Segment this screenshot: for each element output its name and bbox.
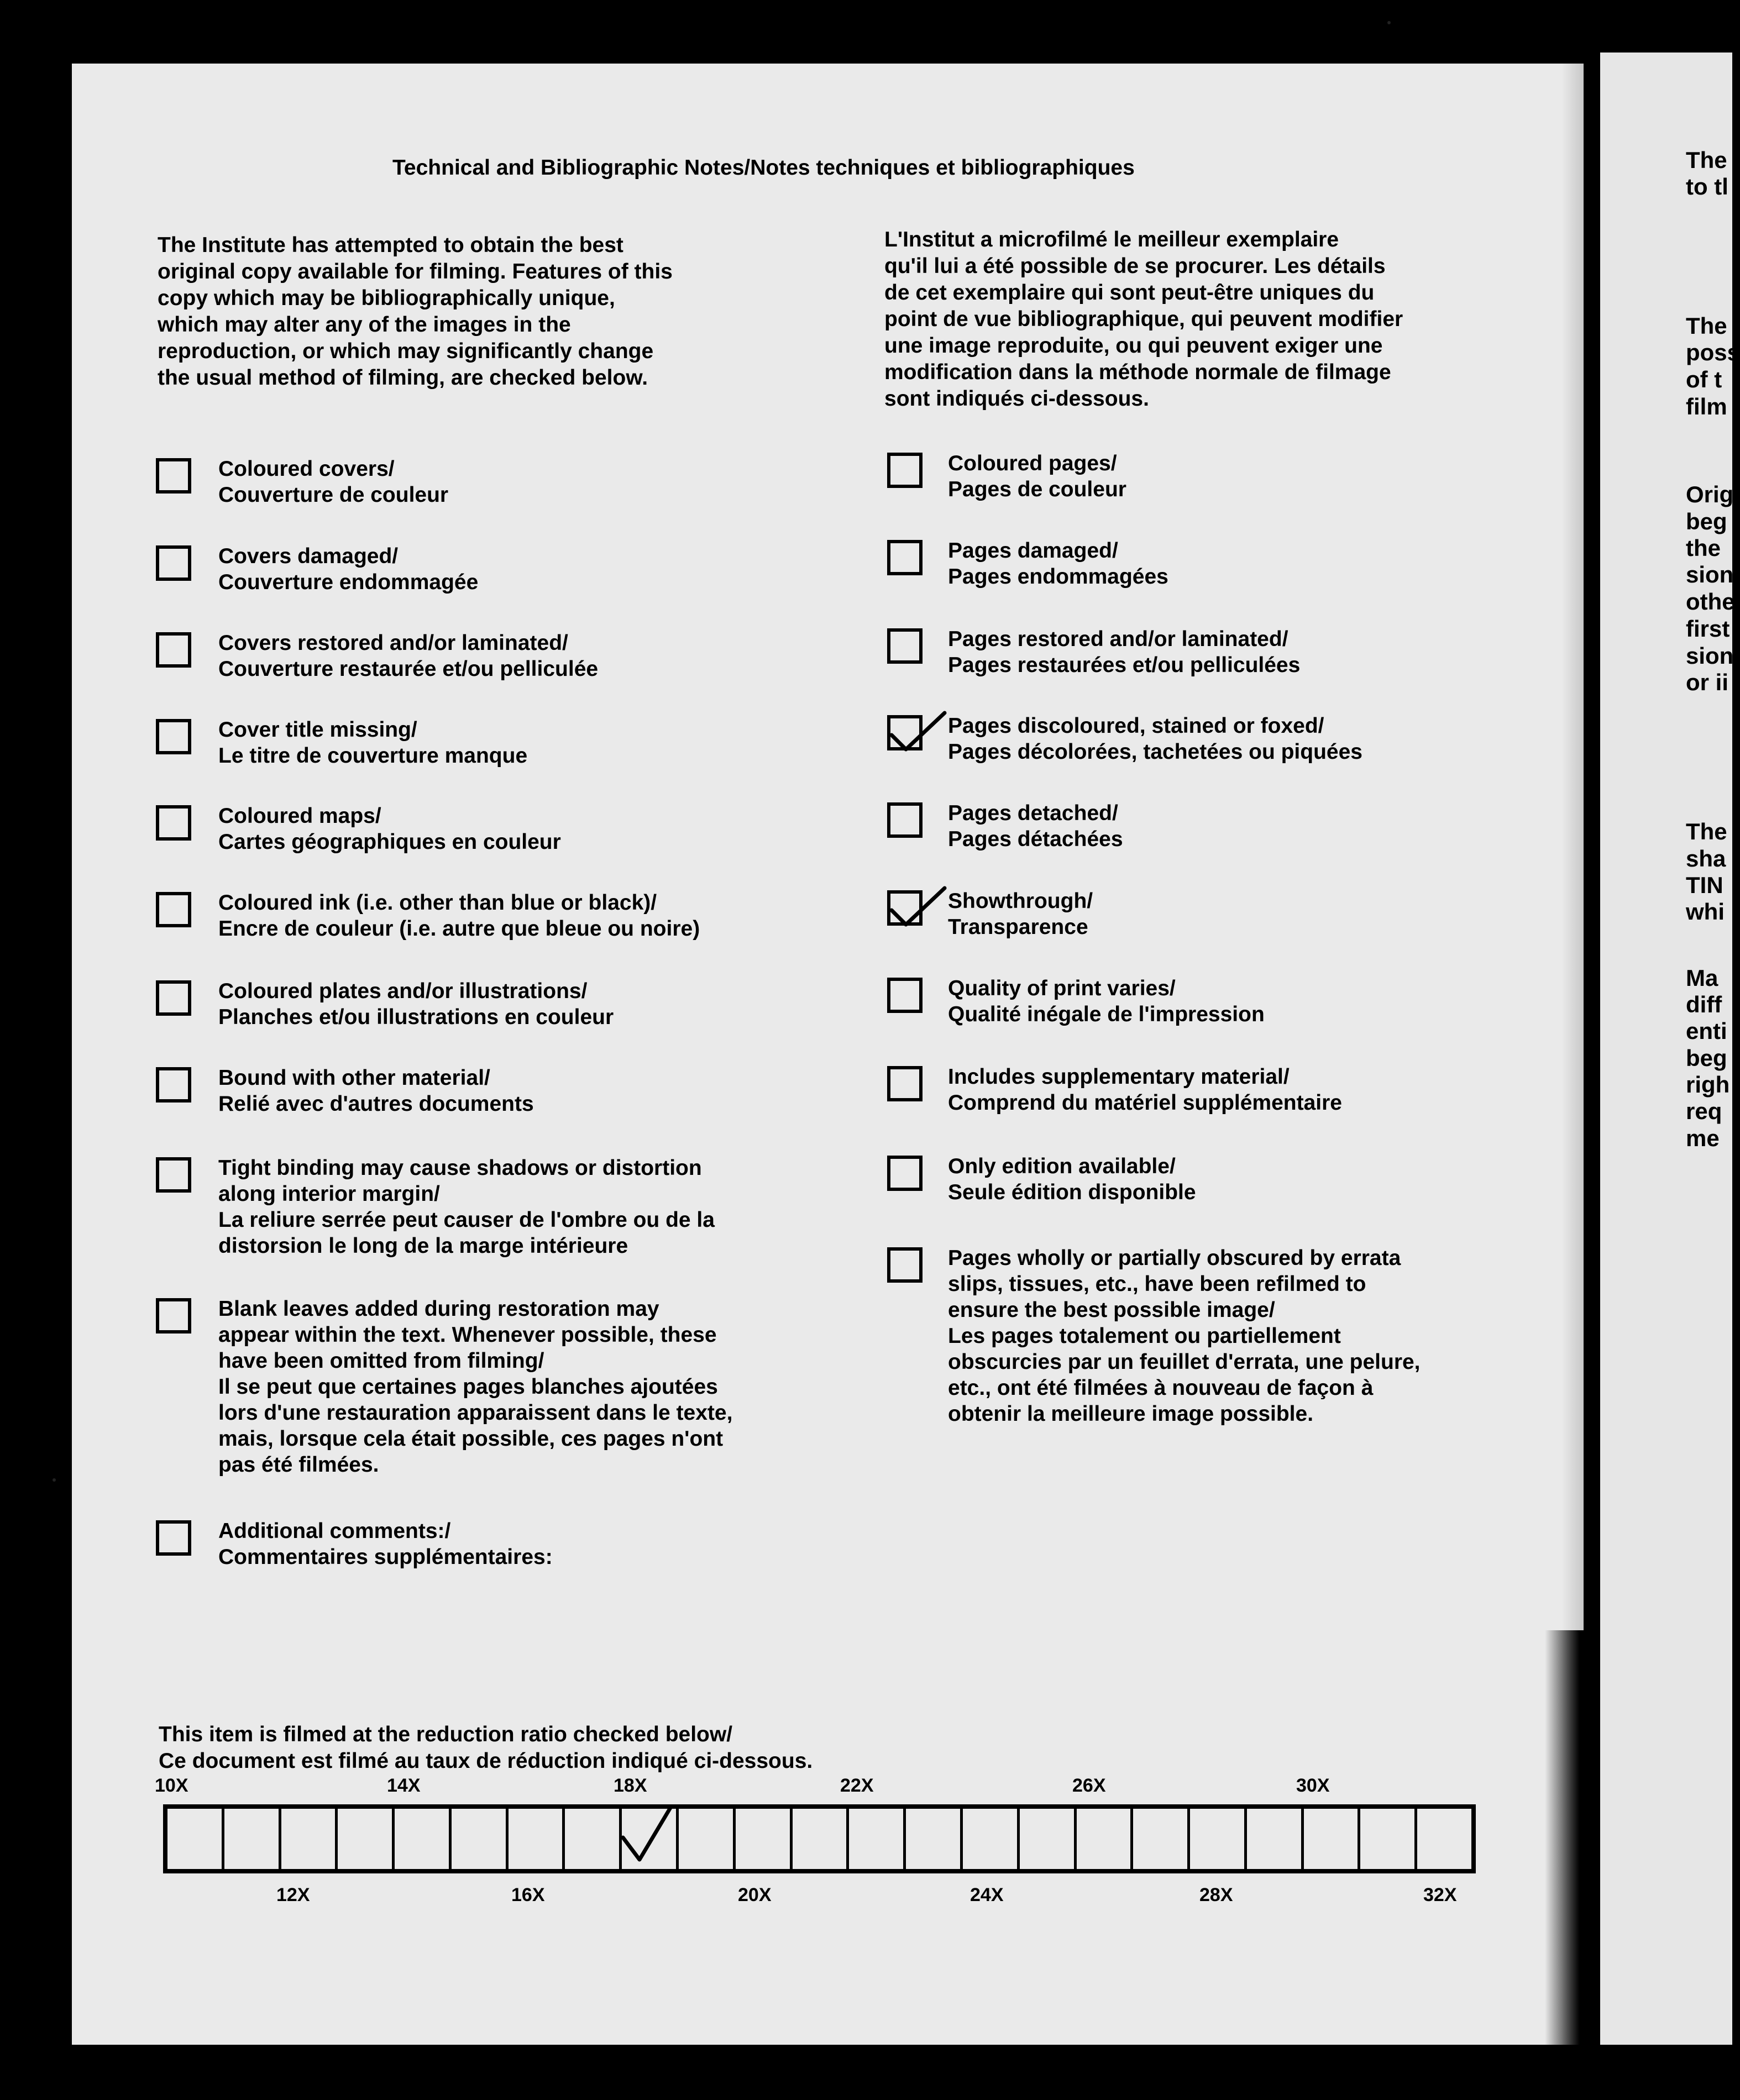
adjacent-page-text: The [1686, 147, 1727, 173]
ratio-cell[interactable] [1133, 1809, 1190, 1869]
ratio-cell[interactable] [395, 1809, 452, 1869]
right-checkbox[interactable] [887, 1156, 923, 1191]
ratio-cell[interactable] [1417, 1809, 1471, 1869]
adjacent-page-text: sion [1686, 643, 1734, 669]
adjacent-page-text: righ [1686, 1072, 1730, 1098]
right-checkbox[interactable] [887, 890, 923, 926]
adjacent-page-text: sha [1686, 846, 1726, 872]
ratio-cell[interactable] [849, 1809, 906, 1869]
intro-french: L'Institut a microfilmé le meilleur exemplaire qu'il lui a été possible de se procurer. Les détails de cet exemplaire qui sont peut-être uniques du point de vue bibliographique, qui peuvent modifier une image reproduite, ou qui peuvent exiger une modification dans la méthode normale de filmage sont indiqués ci-dessous. [884, 228, 1403, 411]
adjacent-page-text: diff [1686, 991, 1722, 1017]
ratio-cell[interactable] [338, 1809, 395, 1869]
adjacent-page-text: othe [1686, 589, 1735, 615]
adjacent-page-text: me [1686, 1125, 1720, 1151]
adjacent-page-text: beg [1686, 1045, 1727, 1071]
ratio-cell[interactable] [1247, 1809, 1304, 1869]
adjacent-page-text: whi [1686, 899, 1725, 925]
ratio-cell[interactable] [1020, 1809, 1077, 1869]
scale-bottom-label: 16X [511, 1884, 545, 1905]
scale-bottom-label: 28X [1199, 1884, 1233, 1905]
ratio-cell[interactable] [224, 1809, 281, 1869]
adjacent-page-fragment [1600, 53, 1740, 2045]
dust-speck [53, 1478, 56, 1482]
dust-speck [1387, 21, 1391, 24]
ratio-cell[interactable] [963, 1809, 1020, 1869]
ratio-cell[interactable] [452, 1809, 509, 1869]
intro-english: The Institute has attempted to obtain the best original copy available for filming. Features of this copy which may be bibliographically unique, which may alter any of the images in the reproduction, or which may significantly change the usual method of filming, are checked below. [158, 233, 673, 390]
right-item-label: Pages restored and/or laminated/ Pages restaurées et/ou pelliculées [948, 627, 1301, 677]
scale-bottom-label: 32X [1423, 1884, 1457, 1905]
ratio-cell[interactable] [1077, 1809, 1134, 1869]
adjacent-page-text: Orig [1686, 481, 1734, 507]
scale-top-label: 14X [387, 1775, 421, 1796]
left-checkbox[interactable] [156, 1298, 191, 1334]
right-checkbox[interactable] [887, 453, 923, 488]
adjacent-page-text: of t [1686, 366, 1722, 392]
left-item-label: Bound with other material/ Relié avec d'autres documents [218, 1066, 534, 1116]
left-item-label: Cover title missing/ Le titre de couverture manque [218, 718, 528, 768]
left-checkbox[interactable] [156, 1157, 191, 1193]
scale-top-label: 26X [1072, 1775, 1106, 1796]
adjacent-page-text: The [1686, 313, 1727, 339]
ratio-cell[interactable] [1360, 1809, 1417, 1869]
adjacent-page-text: The [1686, 818, 1727, 844]
left-item-label: Covers restored and/or laminated/ Couverture restaurée et/ou pelliculée [218, 631, 599, 681]
right-checkbox[interactable] [887, 628, 923, 664]
left-checkbox[interactable] [156, 632, 191, 668]
ratio-cell[interactable] [509, 1809, 565, 1869]
left-item-label: Additional comments:/ Commentaires supplémentaires: [218, 1519, 553, 1569]
checkmark-icon [619, 1802, 674, 1867]
left-checkbox[interactable] [156, 719, 191, 754]
scale-top-label: 30X [1296, 1775, 1330, 1796]
right-checkbox[interactable] [887, 978, 923, 1013]
adjacent-page-text: the [1686, 535, 1721, 561]
adjacent-page-text: Ma [1686, 965, 1718, 991]
left-item-label: Tight binding may cause shadows or distortion along interior margin/ La reliure serrée peut causer de l'ombre ou de la distorsion le long de la marge intérieure [218, 1156, 715, 1258]
right-item-label: Pages discoloured, stained or foxed/ Pages décolorées, tachetées ou piquées [948, 714, 1362, 764]
ratio-cell[interactable] [906, 1809, 963, 1869]
checkmark-icon [887, 884, 948, 933]
scale-top-label: 22X [840, 1775, 874, 1796]
left-item-label: Coloured covers/ Couverture de couleur [218, 457, 449, 507]
ratio-cell[interactable] [565, 1809, 622, 1869]
adjacent-page-text: enti [1686, 1018, 1727, 1044]
scale-top-label: 10X [155, 1775, 188, 1796]
ratio-cell[interactable] [622, 1809, 679, 1869]
right-item-label: Quality of print varies/ Qualité inégale de l'impression [948, 977, 1265, 1026]
right-checkbox[interactable] [887, 540, 923, 575]
reduction-ratio-grid [163, 1804, 1476, 1873]
adjacent-page-text: poss [1686, 339, 1740, 365]
right-checkbox[interactable] [887, 715, 923, 750]
left-item-label: Coloured ink (i.e. other than blue or black)/ Encre de couleur (i.e. autre que bleue ou noire) [218, 891, 700, 941]
scale-bottom-label: 12X [276, 1884, 310, 1905]
scale-top-label: 18X [614, 1775, 647, 1796]
ratio-cell[interactable] [679, 1809, 736, 1869]
adjacent-page-text: TIN [1686, 872, 1723, 898]
adjacent-page-text: film [1686, 393, 1727, 419]
ratio-cell[interactable] [281, 1809, 338, 1869]
scale-bottom-label: 20X [738, 1884, 772, 1905]
left-item-label: Coloured maps/ Cartes géographiques en couleur [218, 804, 561, 854]
page-title: Technical and Bibliographic Notes/Notes techniques et bibliographiques [392, 156, 1135, 180]
adjacent-page-text: to tl [1686, 174, 1728, 200]
left-item-label: Blank leaves added during restoration may appear within the text. Whenever possible, these have been omitted from filming/ Il se peut que certaines pages blanches ajoutées lors d'une restauration apparaissent dans le texte, mais, lorsque cela était possible, ces pages n'ont pas été filmées. [218, 1297, 733, 1477]
right-checkbox[interactable] [887, 1066, 923, 1101]
right-item-label: Showthrough/ Transparence [948, 889, 1093, 939]
right-checkbox[interactable] [887, 802, 923, 838]
left-checkbox[interactable] [156, 545, 191, 581]
ratio-cell[interactable] [1190, 1809, 1247, 1869]
adjacent-page-text: sion [1686, 561, 1734, 587]
right-item-label: Pages damaged/ Pages endommagées [948, 539, 1168, 589]
left-item-label: Covers damaged/ Couverture endommagée [218, 544, 479, 594]
left-checkbox[interactable] [156, 1067, 191, 1102]
left-checkbox[interactable] [156, 458, 191, 494]
adjacent-page-text: first [1686, 616, 1730, 642]
right-item-label: Pages detached/ Pages détachées [948, 801, 1123, 851]
right-checkbox[interactable] [887, 1247, 923, 1283]
right-item-label: Includes supplementary material/ Comprend du matériel supplémentaire [948, 1065, 1342, 1115]
adjacent-page-text: or ii [1686, 669, 1729, 695]
scale-bottom-label: 24X [970, 1884, 1004, 1905]
reduction-ratio-text: This item is filmed at the reduction ratio checked below/ Ce document est filmé au taux de réduction indiqué ci-dessous. [159, 1723, 813, 1773]
ratio-cell[interactable] [167, 1809, 224, 1869]
microfilm-notes-sheet [72, 64, 1584, 2045]
ratio-cell[interactable] [1304, 1809, 1361, 1869]
binding-shadow [1545, 1630, 1595, 2056]
left-checkbox[interactable] [156, 892, 191, 927]
left-checkbox[interactable] [156, 980, 191, 1016]
right-item-label: Only edition available/ Seule édition disponible [948, 1154, 1196, 1204]
right-item-label: Pages wholly or partially obscured by errata slips, tissues, etc., have been refilmed to ensure the best possible image/ Les pages totalement ou partiellement obscurcies par un feuillet d'errata, une pelure, etc., ont été filmées à nouveau de façon à obtenir la meilleure image possible. [948, 1246, 1421, 1426]
right-item-label: Coloured pages/ Pages de couleur [948, 452, 1126, 501]
adjacent-page-text: req [1686, 1098, 1722, 1124]
checkmark-icon [887, 708, 948, 758]
left-checkbox[interactable] [156, 805, 191, 841]
ratio-cell[interactable] [793, 1809, 850, 1869]
left-checkbox[interactable] [156, 1520, 191, 1556]
left-item-label: Coloured plates and/or illustrations/ Planches et/ou illustrations en couleur [218, 979, 614, 1029]
ratio-cell[interactable] [736, 1809, 793, 1869]
adjacent-page-text: beg [1686, 508, 1727, 534]
